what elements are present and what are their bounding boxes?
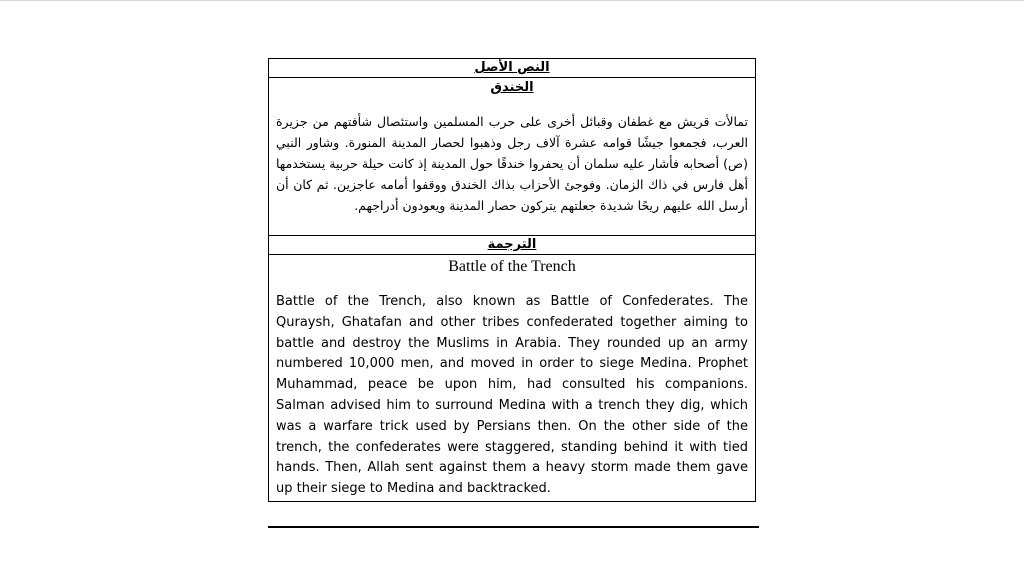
translation-table — [268, 58, 756, 502]
translation-header-row — [269, 236, 756, 255]
translation-header-cell — [269, 236, 756, 255]
original-content-cell — [269, 78, 756, 236]
original-header-row — [269, 59, 756, 78]
translation-text: Battle of the Trench, also known as Battle of Confederates. The Quraysh, Ghatafan and other tribes confederated together aiming to battle and destroy the Muslims in Arabia. They rounded up an army numbered 10,000 men, and moved in order to siege Medina. Prophet Muhammad, peace be upon him, had consulted his companions. Salman advised him to surround Medina with a trench they dig, which was a warfare trick used by Persians then. On the other side of the trench, the confederates were staggered, standing behind it with tied hands. Then, Allah sent against them a heavy storm made them gave up their siege to Medina and backtracked. — [276, 294, 748, 497]
translation-header: الترجمة — [487, 237, 537, 252]
original-header-cell — [269, 59, 756, 78]
bottom-divider — [268, 526, 759, 528]
original-content-row — [269, 78, 756, 236]
original-header: النص الأصل — [474, 60, 550, 75]
top-divider — [0, 0, 1024, 1]
translation-content-cell — [269, 255, 756, 502]
original-text: تمالأت قريش مع غطفان وقبائل أخرى على حرب المسلمين واستئصال شأفتهم من جزيرة العرب، فجمعوا جيشًا قوامه عشرة آلاف رجل وذهبوا لحصار المدينة المنورة. وشاور النبي (ص) أصحابه فأشار عليه سلمان أن يحفروا خندقًا حول المدينة إذ كانت حيلة حربية يستخدمها أهل فارس في ذاك الزمان. وفوجئ الأحزاب بذاك الخندق ووقفوا أمامه عاجزين. ثم كان أن أرسل الله عليهم ريحًا شديدة جعلتهم يتركون حصار المدينة ويعودون أدراجهم. — [276, 114, 748, 213]
translation-content-row — [269, 255, 756, 502]
original-title: الخندق — [490, 80, 534, 95]
translation-title: Battle of the Trench — [448, 258, 576, 275]
